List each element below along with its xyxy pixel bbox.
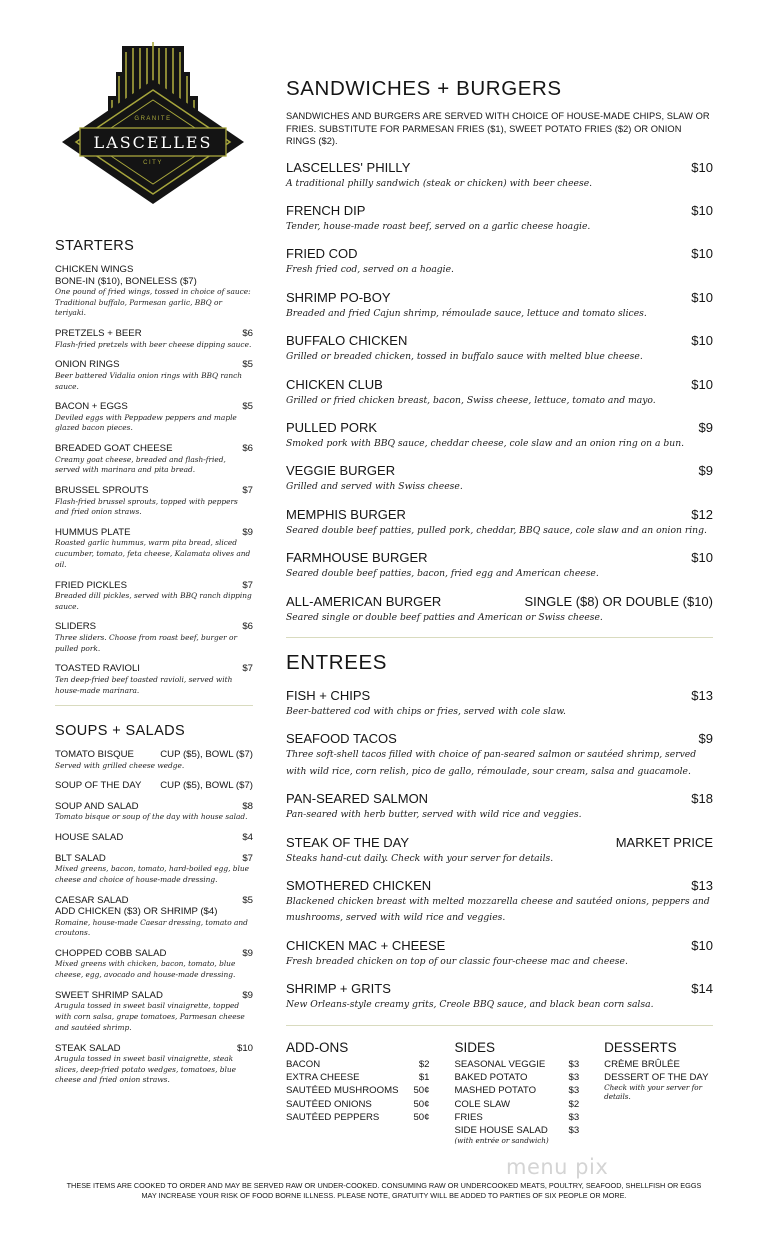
extra-item-name: EXTRA CHEESE bbox=[286, 1071, 360, 1083]
menu-item bbox=[286, 377, 713, 409]
divider bbox=[286, 1025, 713, 1026]
extra-item-name: FRIES bbox=[454, 1111, 483, 1123]
menu-item-description: Creamy goat cheese, breaded and flash-fried, served with marinara and pita bread. bbox=[55, 454, 226, 475]
soups-salads-list bbox=[55, 749, 253, 1086]
menu-item-name: SHRIMP PO-BOY bbox=[286, 289, 391, 305]
menu-item bbox=[286, 938, 713, 970]
menu-item-name: STEAK SALAD bbox=[55, 1042, 121, 1054]
menu-item-price: $9 bbox=[698, 419, 713, 435]
menu-item-description: Flash-fried brussel sprouts, topped with peppers and fried onion straws. bbox=[55, 496, 238, 517]
desserts-note: Check with your server for details. bbox=[604, 1083, 703, 1102]
menu-item-name: HUMMUS PLATE bbox=[55, 526, 131, 538]
menu-item-name: CHICKEN WINGS bbox=[55, 264, 134, 275]
menu-item-name: ONION RINGS bbox=[55, 359, 120, 371]
extra-item-name: SAUTÉED MUSHROOMS bbox=[286, 1085, 399, 1097]
menu-item-description: Smoked pork with BBQ sauce, cheddar cheese, cole slaw and an onion ring on a bun. bbox=[286, 437, 685, 449]
menu-item-price: $9 bbox=[242, 947, 253, 959]
extra-item-price: $3 bbox=[568, 1058, 580, 1070]
menu-item-description: Deviled eggs with Peppadew peppers and maple glazed bacon pieces. bbox=[55, 412, 237, 433]
menu-item-name: BLT SALAD bbox=[55, 852, 106, 864]
menu-item-description: Arugula tossed in sweet basil vinaigrette, topped with corn salsa, grape tomatoes, Parmesan cheese and sautéed shrimp. bbox=[55, 1001, 245, 1032]
menu-item-description: Beer-battered cod with chips or fries, served with cole slaw. bbox=[286, 705, 566, 717]
menu-item bbox=[55, 359, 253, 392]
extra-item-name: BAKED POTATO bbox=[454, 1071, 528, 1083]
menu-item-name: SWEET SHRIMP SALAD bbox=[55, 989, 163, 1001]
menu-item-row bbox=[55, 527, 253, 539]
soups-salads-title: SOUPS + SALADS bbox=[55, 723, 186, 740]
extra-item-price: $3 bbox=[568, 1071, 580, 1083]
extra-item-name: BACON bbox=[286, 1058, 321, 1070]
extras-section bbox=[286, 1040, 713, 1148]
menu-item-price: MARKET PRICE bbox=[615, 834, 713, 850]
art-deco-emblem-icon bbox=[60, 38, 246, 216]
menu-item-name: BREADED GOAT CHEESE bbox=[55, 443, 173, 455]
menu-item-price: $9 bbox=[698, 463, 713, 479]
menu-item-row bbox=[286, 290, 713, 306]
menu-item-name: BACON + EGGS bbox=[55, 401, 128, 413]
menu-item-description: Three sliders. Choose from roast beef, burger or pulled pork. bbox=[55, 632, 238, 653]
menu-item-name: CHICKEN MAC + CHEESE bbox=[286, 937, 446, 953]
menu-item-row bbox=[55, 749, 253, 761]
divider bbox=[286, 637, 713, 638]
sides-column bbox=[454, 1040, 579, 1148]
menu-item-row bbox=[55, 895, 253, 907]
menu-item bbox=[286, 463, 713, 495]
menu-item bbox=[55, 895, 253, 939]
menu-item bbox=[55, 443, 253, 476]
menu-item-price: $10 bbox=[691, 376, 713, 392]
menu-item-row bbox=[286, 731, 713, 747]
menu-item-description: New Orleans-style creamy grits, Creole BBQ sauce, and black bean corn salsa. bbox=[286, 999, 654, 1011]
extra-item bbox=[454, 1098, 579, 1111]
menu-item-row bbox=[286, 835, 713, 851]
menu-item-description: Beer battered Vidalia onion rings with BBQ ranch sauce. bbox=[55, 370, 242, 391]
menu-item bbox=[55, 948, 253, 981]
menu-item-name: MEMPHIS BURGER bbox=[286, 506, 406, 522]
menu-item-option: ADD CHICKEN ($3) OR SHRIMP ($4) bbox=[55, 906, 218, 918]
menu-item-description: Mixed greens, bacon, tomato, hard-boiled egg, blue cheese and choice of house-made dressing. bbox=[55, 864, 250, 884]
watermark: menu pix bbox=[506, 1155, 609, 1179]
menu-item-description: Grilled or fried chicken breast, bacon, Swiss cheese, lettuce, tomato and mayo. bbox=[286, 394, 656, 406]
menu-item-row bbox=[286, 377, 713, 393]
addons-column bbox=[286, 1040, 429, 1148]
menu-item bbox=[286, 333, 713, 365]
menu-item-price: $6 bbox=[242, 621, 253, 633]
menu-item-price: $10 bbox=[691, 289, 713, 305]
menu-item bbox=[55, 328, 253, 350]
extra-item bbox=[454, 1071, 579, 1084]
desserts-list bbox=[604, 1058, 713, 1085]
menu-item-name: CHICKEN CLUB bbox=[286, 376, 383, 392]
menu-item-description: Fresh fried cod, served on a hoagie. bbox=[286, 264, 454, 276]
menu-item bbox=[55, 527, 253, 571]
dessert-item: DESSERT OF THE DAY bbox=[604, 1071, 709, 1083]
menu-item bbox=[55, 853, 253, 886]
menu-item-name: SLIDERS bbox=[55, 621, 97, 633]
menu-item-price: $10 bbox=[691, 202, 713, 218]
menu-item-price: $7 bbox=[242, 485, 253, 497]
menu-item-price: $9 bbox=[242, 526, 253, 538]
menu-item-row bbox=[286, 550, 713, 566]
extra-item-name: SAUTÉED ONIONS bbox=[286, 1098, 372, 1110]
menu-item bbox=[55, 801, 253, 823]
logo-name: LASCELLES bbox=[93, 133, 213, 152]
menu-item bbox=[55, 1043, 253, 1087]
footer-line: MAY INCREASE YOUR RISK OF FOOD BORNE ILLNESS. PLEASE NOTE, GRATUITY WILL BE ADDED TO PARTIES OF SIX PEOPLE OR MORE. bbox=[141, 1190, 627, 1200]
entrees-title: ENTREES bbox=[286, 650, 388, 674]
extra-item-price: $3 bbox=[568, 1125, 580, 1137]
menu-item-name: TOASTED RAVIOLI bbox=[55, 663, 140, 675]
left-column bbox=[55, 238, 253, 1095]
menu-item-price: CUP ($5), BOWL ($7) bbox=[160, 780, 253, 792]
addons-list bbox=[286, 1058, 429, 1124]
menu-item-price: CUP ($5), BOWL ($7) bbox=[160, 749, 253, 761]
menu-item bbox=[286, 688, 713, 720]
extra-item bbox=[454, 1111, 579, 1124]
menu-item-name: CAESAR SALAD bbox=[55, 894, 129, 906]
extra-item bbox=[286, 1071, 429, 1084]
menu-item-row bbox=[286, 203, 713, 219]
menu-item-price: $6 bbox=[242, 328, 253, 340]
menu-item-price: $10 bbox=[691, 246, 713, 262]
extra-item-name: COLE SLAW bbox=[454, 1098, 511, 1110]
menu-item-name: PAN-SEARED SALMON bbox=[286, 791, 429, 807]
menu-item bbox=[286, 981, 713, 1013]
menu-item-description: Pan-seared with herb butter, served with wild rice and veggies. bbox=[286, 809, 582, 821]
menu-item-description: Steaks hand-cut daily. Check with your server for details. bbox=[286, 852, 554, 864]
menu-item-description: Three soft-shell tacos filled with choice of pan-seared salmon or sautéed shrimp, served with wild rice, corn relish, pico de gallo, rémoulade, sour cream, salsa and guacamole. bbox=[286, 749, 697, 777]
menu-item bbox=[286, 246, 713, 278]
menu-item bbox=[286, 835, 713, 867]
menu-item-row bbox=[55, 580, 253, 592]
desserts-title: DESSERTS bbox=[604, 1039, 677, 1055]
menu-item-name: TOMATO BISQUE bbox=[55, 749, 134, 761]
menu-item-description: Blackened chicken breast with melted mozzarella cheese and sautéed onions, peppers and mushrooms, served with wild rice and veggies. bbox=[286, 896, 710, 924]
menu-item-name: SEAFOOD TACOS bbox=[286, 731, 397, 747]
menu-item-description: Tomato bisque or soup of the day with house salad. bbox=[55, 812, 248, 822]
extra-item bbox=[454, 1124, 579, 1137]
menu-item-description: Mixed greens with chicken, bacon, tomato, blue cheese, egg, avocado and house-made dressing. bbox=[55, 959, 236, 980]
menu-item-price: $14 bbox=[691, 981, 713, 997]
right-column bbox=[286, 78, 713, 1147]
menu-item-price: $8 bbox=[242, 800, 253, 812]
menu-item-name: PRETZELS + BEER bbox=[55, 328, 142, 340]
menu-item-price: $13 bbox=[691, 687, 713, 703]
menu-item bbox=[55, 780, 253, 792]
menu-item bbox=[286, 420, 713, 452]
menu-item-price: $10 bbox=[691, 550, 713, 566]
menu-item bbox=[55, 264, 253, 319]
menu-item bbox=[286, 160, 713, 192]
menu-item-name: FRENCH DIP bbox=[286, 202, 366, 218]
menu-item-description: Breaded dill pickles, served with BBQ ranch dipping sauce. bbox=[55, 591, 252, 611]
extra-item-price: $2 bbox=[568, 1098, 580, 1110]
menu-item-name: SHRIMP + GRITS bbox=[286, 981, 391, 997]
menu-item-row bbox=[286, 507, 713, 523]
extra-item-name: MASHED POTATO bbox=[454, 1085, 537, 1097]
menu-item-description: Roasted garlic hummus, warm pita bread, sliced cucumber, tomato, feta cheese, Kalamata olives and oil. bbox=[55, 538, 251, 569]
menu-item-price: $7 bbox=[242, 852, 253, 864]
menu-item-row bbox=[55, 780, 253, 792]
divider bbox=[55, 705, 253, 706]
menu-item-row bbox=[286, 938, 713, 954]
menu-item-description: Fresh breaded chicken on top of our classic four-cheese mac and cheese. bbox=[286, 955, 628, 967]
menu-item-description: Tender, house-made roast beef, served on a garlic cheese hoagie. bbox=[286, 220, 591, 232]
menu-item-name: FISH + CHIPS bbox=[286, 687, 371, 703]
menu-item-row bbox=[286, 981, 713, 997]
menu-item bbox=[55, 832, 253, 844]
menu-item-name: VEGGIE BURGER bbox=[286, 463, 396, 479]
menu-item-row bbox=[286, 420, 713, 436]
menu-item-name: FRIED PICKLES bbox=[55, 579, 127, 591]
menu-item-description: Flash-fried pretzels with beer cheese dipping sauce. bbox=[55, 339, 252, 349]
menu-item-name: FRIED COD bbox=[286, 246, 358, 262]
extra-item-price: 50¢ bbox=[413, 1085, 430, 1097]
menu-item-description: Romaine, house-made Caesar dressing, tomato and croutons. bbox=[55, 917, 248, 938]
menu-item-row bbox=[286, 463, 713, 479]
sides-list bbox=[454, 1058, 579, 1138]
menu-item-price: $10 bbox=[236, 1042, 253, 1054]
menu-item-name: STEAK OF THE DAY bbox=[286, 834, 410, 850]
menu-item-price: $7 bbox=[242, 663, 253, 675]
menu-item-option: BONE-IN ($10), BONELESS ($7) bbox=[55, 275, 197, 287]
menu-item bbox=[286, 731, 713, 780]
menu-item-row bbox=[55, 328, 253, 340]
menu-item-price: $10 bbox=[691, 159, 713, 175]
menu-item-price: $10 bbox=[691, 937, 713, 953]
menu-item bbox=[286, 290, 713, 322]
menu-item-row bbox=[55, 443, 253, 455]
desserts-column bbox=[604, 1040, 713, 1148]
menu-item bbox=[55, 401, 253, 434]
addons-title: ADD-ONS bbox=[286, 1039, 349, 1055]
menu-item-row bbox=[55, 621, 253, 633]
menu-item-price: $5 bbox=[242, 401, 253, 413]
menu-item-description: Breaded and fried Cajun shrimp, rémoulade sauce, lettuce and tomato slices. bbox=[286, 307, 647, 319]
menu-item-name: SMOTHERED CHICKEN bbox=[286, 878, 432, 893]
menu-item-name: BUFFALO CHICKEN bbox=[286, 333, 408, 349]
starters-title: STARTERS bbox=[55, 238, 135, 254]
menu-item-row bbox=[286, 688, 713, 704]
menu-item bbox=[55, 663, 253, 696]
menu-item-row bbox=[55, 264, 253, 276]
menu-item bbox=[286, 878, 713, 927]
menu-item-description: Seared double beef patties, pulled pork, cheddar, BBQ sauce, cole slaw and an onion ring. bbox=[286, 524, 707, 536]
menu-item-description: A traditional philly sandwich (steak or chicken) with beer cheese. bbox=[286, 177, 593, 189]
extra-item bbox=[454, 1058, 579, 1071]
menu-item-price: $9 bbox=[698, 731, 713, 747]
menu-item bbox=[286, 203, 713, 235]
extra-item bbox=[286, 1111, 429, 1124]
extra-item-price: $2 bbox=[418, 1058, 430, 1070]
menu-item-name: CHOPPED COBB SALAD bbox=[55, 947, 167, 959]
menu-item-row bbox=[286, 246, 713, 262]
menu-item bbox=[286, 791, 713, 823]
menu-item-price: SINGLE ($8) OR DOUBLE ($10) bbox=[524, 593, 713, 609]
menu-item-row bbox=[286, 594, 713, 610]
menu-item-row bbox=[55, 359, 253, 371]
menu-item-name: BRUSSEL SPROUTS bbox=[55, 485, 149, 497]
menu-item-description: Arugula tossed in sweet basil vinaigrette, steak slices, deep-fried potato wedges, tomatoes, blue cheese and fried onion straws. bbox=[55, 1054, 237, 1085]
menu-item bbox=[286, 550, 713, 582]
sandwiches-intro: SANDWICHES AND BURGERS ARE SERVED WITH CHOICE OF HOUSE-MADE CHIPS, SLAW OR FRIES. SUBSTITUTE FOR PARMESAN FRIES ($1), SWEET POTATO FRIES ($2) OR ONION RINGS ($2). bbox=[286, 111, 710, 146]
logo-bottom-text: CITY bbox=[143, 160, 163, 166]
menu-item-row bbox=[55, 1043, 253, 1055]
menu-item-description: Served with grilled cheese wedge. bbox=[55, 760, 185, 770]
menu-item-row bbox=[55, 990, 253, 1002]
menu-item-name: SOUP AND SALAD bbox=[55, 800, 139, 812]
extra-item-price: 50¢ bbox=[413, 1111, 430, 1123]
menu-item-row bbox=[286, 878, 713, 894]
menu-item bbox=[55, 485, 253, 518]
menu-item-row bbox=[286, 160, 713, 176]
extra-item-price: $1 bbox=[418, 1071, 430, 1083]
menu-item-row bbox=[55, 401, 253, 413]
starters-list bbox=[55, 264, 253, 696]
extra-item-name: SIDE HOUSE SALAD bbox=[454, 1125, 548, 1137]
menu-item-price: $12 bbox=[691, 506, 713, 522]
menu-item-description: Seared double beef patties, bacon, fried egg and American cheese. bbox=[286, 568, 599, 580]
extra-item-price: 50¢ bbox=[413, 1098, 430, 1110]
menu-item bbox=[55, 749, 253, 771]
menu-item-row bbox=[55, 663, 253, 675]
extra-item bbox=[454, 1084, 579, 1097]
menu-item-description: Grilled or breaded chicken, tossed in buffalo sauce with melted blue cheese. bbox=[286, 351, 643, 363]
footer-line: THESE ITEMS ARE COOKED TO ORDER AND MAY BE SERVED RAW OR UNDER-COOKED. CONSUMING RAW OR UNDERCOOKED MEATS, POULTRY, SEAFOOD, SHELLFISH OR EGGS bbox=[66, 1181, 702, 1190]
dessert-item: CRÈME BRÛLÉE bbox=[604, 1058, 680, 1070]
menu-item-price: $13 bbox=[691, 878, 713, 893]
menu-item-row bbox=[55, 948, 253, 960]
menu-item-price: $5 bbox=[242, 894, 253, 906]
extra-item bbox=[286, 1084, 429, 1097]
menu-item-description: One pound of fried wings, tossed in choice of sauce: Traditional buffalo, Parmesan garlic, BBQ or teriyaki. bbox=[55, 287, 251, 318]
extra-item-price: $3 bbox=[568, 1111, 580, 1123]
menu-item-price: $10 bbox=[691, 333, 713, 349]
extra-item bbox=[286, 1098, 429, 1111]
sandwiches-list bbox=[286, 160, 713, 626]
menu-item-price: $7 bbox=[242, 579, 253, 591]
restaurant-logo bbox=[60, 38, 246, 216]
extra-item-name: SAUTÉED PEPPERS bbox=[286, 1111, 380, 1123]
menu-item-name: FARMHOUSE BURGER bbox=[286, 550, 428, 566]
extra-item bbox=[286, 1058, 429, 1071]
menu-item-price: $18 bbox=[691, 791, 713, 807]
extra-item-name: SEASONAL VEGGIE bbox=[454, 1058, 546, 1070]
menu-item-row bbox=[286, 791, 713, 807]
menu-item bbox=[55, 621, 253, 654]
menu-item bbox=[286, 594, 713, 626]
menu-item-name: PULLED PORK bbox=[286, 419, 378, 435]
extra-item-price: $3 bbox=[568, 1085, 580, 1097]
sides-note: (with entrée or sandwich) bbox=[454, 1136, 549, 1146]
footer-disclaimer bbox=[40, 1181, 728, 1200]
menu-item-row bbox=[55, 801, 253, 813]
menu-item-name: LASCELLES' PHILLY bbox=[286, 159, 411, 175]
menu-item-row bbox=[286, 333, 713, 349]
menu-item-row bbox=[55, 485, 253, 497]
menu-item-price: $4 bbox=[242, 832, 253, 844]
menu-item bbox=[55, 580, 253, 613]
menu-item-price: $5 bbox=[242, 359, 253, 371]
menu-item-price: $9 bbox=[242, 989, 253, 1001]
menu-item-name: ALL-AMERICAN BURGER bbox=[286, 593, 442, 609]
menu-item-description: Grilled and served with Swiss cheese. bbox=[286, 481, 463, 493]
menu-item-row bbox=[55, 832, 253, 844]
menu-item bbox=[286, 507, 713, 539]
menu-item-description: Seared single or double beef patties and American or Swiss cheese. bbox=[286, 611, 603, 623]
sandwiches-burgers-title: SANDWICHES + BURGERS bbox=[286, 77, 562, 100]
menu-item-description: Ten deep-fried beef toasted ravioli, served with house-made marinara. bbox=[55, 674, 233, 695]
logo-top-text: GRANITE bbox=[134, 116, 172, 122]
menu-item-price: $6 bbox=[242, 443, 253, 455]
menu-item-name: HOUSE SALAD bbox=[55, 832, 124, 844]
menu-item-name: SOUP OF THE DAY bbox=[55, 780, 142, 792]
sides-title: SIDES bbox=[454, 1039, 495, 1055]
menu-item-row bbox=[55, 853, 253, 865]
entrees-list bbox=[286, 688, 713, 1014]
menu-item bbox=[55, 990, 253, 1034]
